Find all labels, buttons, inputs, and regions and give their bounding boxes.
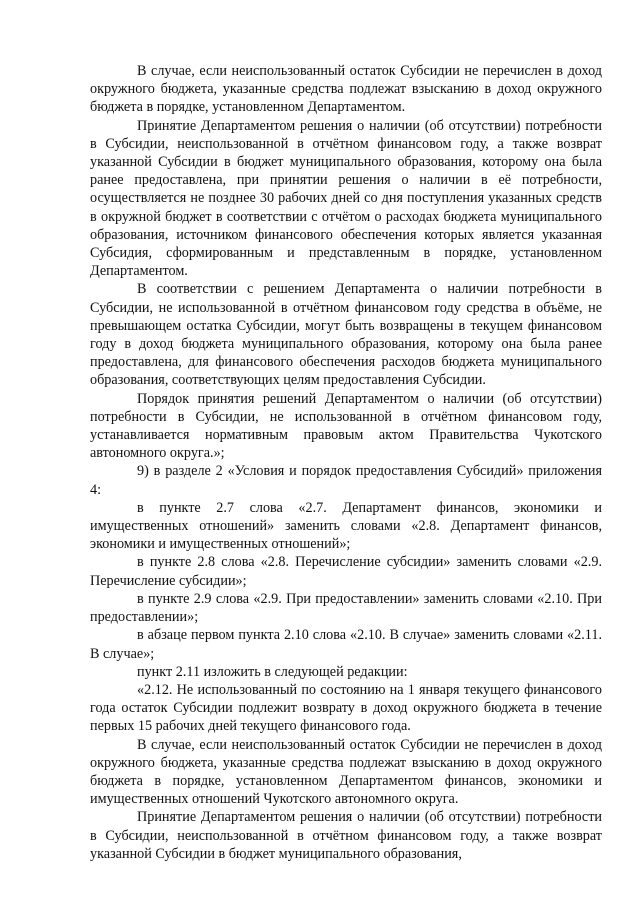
paragraph-point-2-12: «2.12. Не использованный по состоянию на 1 января текущего финансового года остаток Субсидии подлежит возврату в доход окружного бюджета в течение первых 15 рабочих дней текущего финансового года.: [90, 681, 602, 735]
document-page: [90, 62, 602, 863]
paragraph-item-9: 9) в разделе 2 «Условия и порядок предоставления Субсидий» приложения 4:: [90, 463, 602, 498]
paragraph-return-funds: В соответствии с решением Департамента о наличии потребности в Субсидии, не использованной в отчётном финансовом году средства в объёме, не превышающем остатка Субсидии, могут быть возвращены в текущем финансовом году в доход бюджета муниципального образования, которому она была ранее предоставлена, для финансового обеспечения расходов бюджета муниципального образования, соответствующих целям предоставления Субсидии.: [90, 281, 602, 389]
paragraph-point-2-11-intro: пункт 2.11 изложить в следующей редакции:: [137, 663, 408, 680]
paragraph-recovery-department: В случае, если неиспользованный остаток Субсидии не перечислен в доход окружного бюджета, указанные средства подлежат взысканию в доход окружного бюджета в порядке, установленном Департаментом финансов, экономики и имущественных отношений Чукотского автономного округа.: [90, 736, 602, 808]
paragraph-point-2-8: в пункте 2.8 слова «2.8. Перечисление субсидии» заменить словами «2.9. Перечисление субсидии»;: [90, 554, 602, 589]
paragraph-point-2-10: в абзаце первом пункта 2.10 слова «2.10. В случае» заменить словами «2.11. В случае»;: [90, 627, 602, 662]
paragraph-decision-procedure: Порядок принятия решений Департаментом о наличии (об отсутствии) потребности в Субсидии, не использованной в отчётном финансовом году, устанавливается нормативным правовым актом Правительства Чукотского автономного округа.»;: [90, 390, 602, 462]
paragraph-unused-balance-recovery: В случае, если неиспользованный остаток Субсидии не перечислен в доход окружного бюджета, указанные средства подлежат взысканию в доход окружного бюджета в порядке, установленном Департаментом.: [90, 63, 602, 116]
paragraph-need-decision: Принятие Департаментом решения о наличии (об отсутствии) потребности в Субсидии, неиспользованной в отчётном финансовом году, а также возврат указанной Субсидии в бюджет муниципального образования, которому она была ранее предоставлена, при принятии решения о наличии в её потребности, осуществляется не позднее 30 рабочих дней со дня поступления указанных средств в окружной бюджет в соответствии с отчётом о расходах бюджета муниципального образования, источником финансового обеспечения которых является указанная Субсидия, сформированным и представленным в порядке, установленном Департаментом.: [90, 117, 602, 280]
paragraph-need-decision-continued: Принятие Департаментом решения о наличии (об отсутствии) потребности в Субсидии, неиспользованной в отчётном финансовом году, а также возврат указанной Субсидии в бюджет муниципального образования,: [90, 809, 602, 862]
paragraph-point-2-9: в пункте 2.9 слова «2.9. При предоставлении» заменить словами «2.10. При предоставлении»;: [90, 590, 602, 626]
paragraph-point-2-7: в пункте 2.7 слова «2.7. Департамент финансов, экономики и имущественных отношений» заменить словами «2.8. Департамент финансов, экономики и имущественных отношений»;: [90, 499, 602, 553]
